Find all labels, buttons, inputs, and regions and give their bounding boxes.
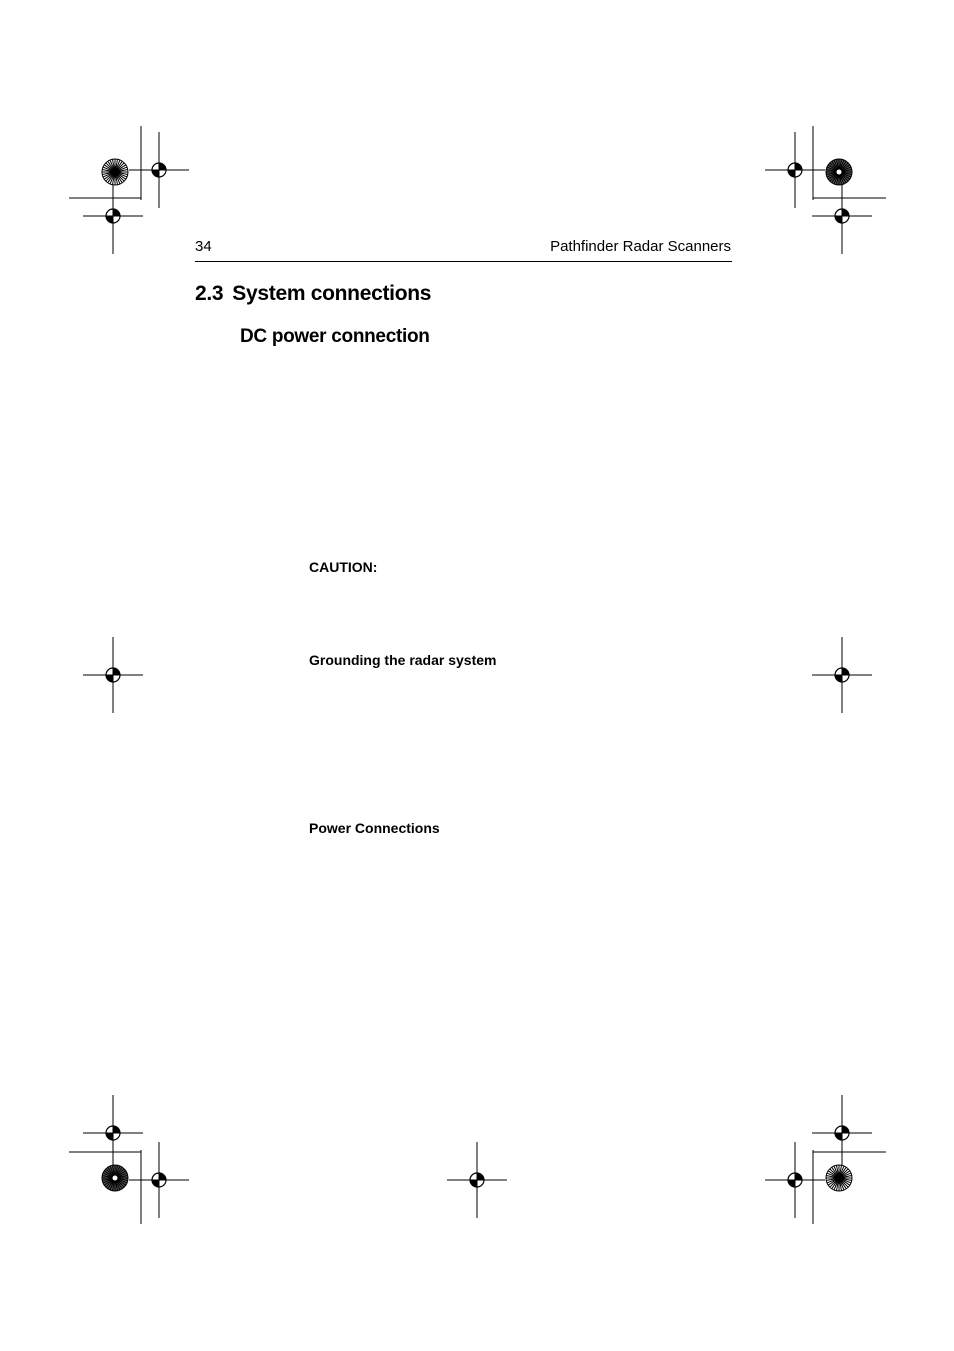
registration-quadrant: [159, 163, 166, 170]
section-number: 2.3: [195, 282, 224, 305]
grounding-heading: Grounding the radar system: [309, 652, 497, 668]
registration-quadrant: [477, 1173, 484, 1180]
page-number: 34: [195, 238, 212, 255]
subsection-heading: DC power connection: [240, 326, 430, 347]
registration-quadrant: [152, 170, 159, 177]
registration-quadrant: [113, 209, 120, 216]
registration-quadrant: [106, 1133, 113, 1140]
registration-quadrant: [795, 1173, 802, 1180]
registration-quadrant: [842, 209, 849, 216]
registration-quadrant: [835, 1133, 842, 1140]
registration-quadrant: [835, 675, 842, 682]
color-bar-star-center: [113, 170, 118, 175]
registration-quadrant: [788, 170, 795, 177]
registration-quadrant: [788, 1180, 795, 1187]
registration-quadrant: [106, 675, 113, 682]
registration-quadrant: [113, 1126, 120, 1133]
registration-quadrant: [835, 216, 842, 223]
header-rule: [195, 261, 732, 262]
registration-quadrant: [113, 668, 120, 675]
section-title: System connections: [232, 282, 432, 305]
registration-quadrant: [795, 163, 802, 170]
running-title: Pathfinder Radar Scanners: [550, 238, 731, 255]
registration-quadrant: [842, 668, 849, 675]
section-heading: [195, 282, 431, 306]
power-connections-heading: Power Connections: [309, 820, 440, 836]
registration-quadrant: [152, 1180, 159, 1187]
registration-quadrant: [106, 216, 113, 223]
registration-quadrant: [159, 1173, 166, 1180]
color-bar-star-center: [113, 1176, 118, 1181]
color-bar-star-center: [837, 1176, 842, 1181]
registration-quadrant: [842, 1126, 849, 1133]
color-bar-star-center: [837, 170, 842, 175]
caution-label: CAUTION:: [309, 559, 378, 575]
registration-quadrant: [470, 1180, 477, 1187]
